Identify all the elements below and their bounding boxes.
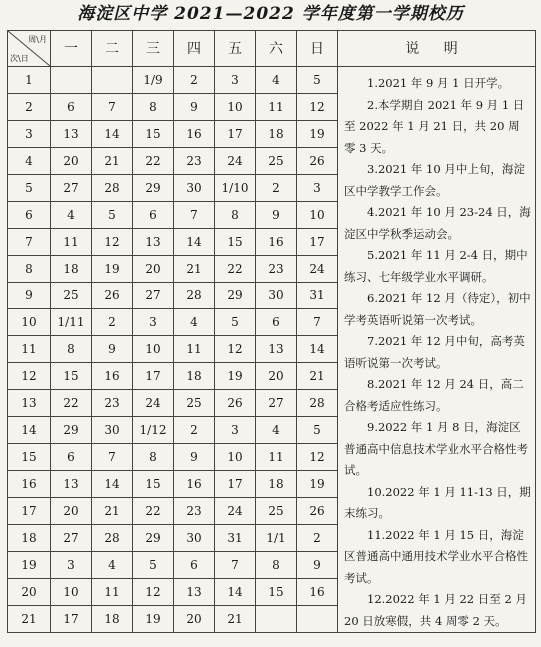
day-cell: 26 <box>92 282 133 309</box>
day-cell: 2 <box>174 417 215 444</box>
day-cell: 22 <box>215 255 256 282</box>
day-cell: 7 <box>297 309 338 336</box>
day-cell: 8 <box>215 201 256 228</box>
day-cell <box>297 605 338 632</box>
day-cell: 9 <box>174 444 215 471</box>
note-item: 1.2021 年 9 月 1 日开学。 <box>367 76 510 90</box>
day-cell: 23 <box>174 147 215 174</box>
note-item: 7.2021 年 12 月中旬，高考英语听说第一次考试。 <box>344 334 525 370</box>
corner-top-label: 周\月 <box>28 35 47 44</box>
day-cell: 30 <box>174 174 215 201</box>
day-cell: 11 <box>51 228 92 255</box>
day-cell: 13 <box>133 228 174 255</box>
day-cell: 16 <box>297 578 338 605</box>
day-cell: 27 <box>256 390 297 417</box>
day-cell: 18 <box>51 255 92 282</box>
day-cell: 27 <box>133 282 174 309</box>
day-cell: 1/12 <box>133 417 174 444</box>
day-cell: 1/10 <box>215 174 256 201</box>
weekday-header: 三 <box>133 31 174 67</box>
calendar-body <box>8 67 536 633</box>
day-cell: 16 <box>174 471 215 498</box>
notes-header: 说 明 <box>338 31 536 67</box>
day-cell: 15 <box>133 120 174 147</box>
day-cell: 20 <box>133 255 174 282</box>
day-cell: 3 <box>215 67 256 94</box>
week-number-cell: 11 <box>8 336 51 363</box>
day-cell: 14 <box>174 228 215 255</box>
day-cell: 2 <box>297 524 338 551</box>
day-cell: 31 <box>215 524 256 551</box>
day-cell: 6 <box>51 444 92 471</box>
day-cell: 1/1 <box>256 524 297 551</box>
day-cell: 12 <box>297 93 338 120</box>
day-cell: 28 <box>92 524 133 551</box>
day-cell: 23 <box>92 390 133 417</box>
week-number-cell: 14 <box>8 417 51 444</box>
weekday-header: 二 <box>92 31 133 67</box>
week-number-cell: 18 <box>8 524 51 551</box>
week-number-cell: 13 <box>8 390 51 417</box>
week-row <box>8 67 536 94</box>
day-cell: 18 <box>174 363 215 390</box>
day-cell: 11 <box>256 444 297 471</box>
week-number-cell: 4 <box>8 147 51 174</box>
day-cell <box>92 67 133 94</box>
day-cell: 14 <box>215 578 256 605</box>
day-cell: 15 <box>256 578 297 605</box>
day-cell: 19 <box>92 255 133 282</box>
day-cell: 1/9 <box>133 67 174 94</box>
corner-bottom-label: 次\日 <box>10 54 29 63</box>
day-cell: 1/11 <box>51 309 92 336</box>
day-cell: 30 <box>256 282 297 309</box>
day-cell: 13 <box>256 336 297 363</box>
day-cell: 12 <box>297 444 338 471</box>
day-cell: 10 <box>51 578 92 605</box>
week-number-cell: 8 <box>8 255 51 282</box>
day-cell: 3 <box>133 309 174 336</box>
day-cell: 24 <box>297 255 338 282</box>
week-number-cell: 17 <box>8 498 51 525</box>
day-cell: 30 <box>92 417 133 444</box>
day-cell <box>51 67 92 94</box>
day-cell: 12 <box>92 228 133 255</box>
day-cell: 17 <box>215 471 256 498</box>
day-cell: 7 <box>174 201 215 228</box>
note-item: 2.本学期自 2021 年 9 月 1 日至 2022 年 1 月 21 日，共 20 周零 3 天。 <box>344 97 525 155</box>
day-cell: 8 <box>133 93 174 120</box>
day-cell: 8 <box>256 551 297 578</box>
day-cell: 26 <box>215 390 256 417</box>
day-cell: 3 <box>215 417 256 444</box>
day-cell: 2 <box>174 67 215 94</box>
day-cell: 9 <box>92 336 133 363</box>
day-cell: 28 <box>174 282 215 309</box>
day-cell: 4 <box>92 551 133 578</box>
day-cell: 8 <box>133 444 174 471</box>
day-cell: 20 <box>174 605 215 632</box>
day-cell: 16 <box>256 228 297 255</box>
week-number-cell: 21 <box>8 605 51 632</box>
day-cell: 4 <box>51 201 92 228</box>
header-row <box>8 31 536 67</box>
day-cell: 21 <box>174 255 215 282</box>
day-cell: 29 <box>133 524 174 551</box>
notes-cell <box>338 67 536 633</box>
day-cell: 17 <box>297 228 338 255</box>
day-cell: 25 <box>256 147 297 174</box>
day-cell: 13 <box>51 120 92 147</box>
day-cell: 23 <box>256 255 297 282</box>
day-cell: 29 <box>51 417 92 444</box>
week-number-cell: 15 <box>8 444 51 471</box>
day-cell: 14 <box>92 120 133 147</box>
week-number-cell: 16 <box>8 471 51 498</box>
weekday-header: 六 <box>256 31 297 67</box>
note-item: 5.2021 年 11 月 2-4 日，期中练习、七年级学业水平调研。 <box>344 248 528 284</box>
day-cell: 25 <box>174 390 215 417</box>
day-cell: 14 <box>92 471 133 498</box>
day-cell: 6 <box>174 551 215 578</box>
day-cell: 6 <box>51 93 92 120</box>
day-cell: 30 <box>174 524 215 551</box>
day-cell: 20 <box>51 147 92 174</box>
day-cell: 19 <box>133 605 174 632</box>
day-cell: 17 <box>133 363 174 390</box>
day-cell: 2 <box>92 309 133 336</box>
day-cell: 23 <box>174 498 215 525</box>
week-number-cell: 1 <box>8 67 51 94</box>
day-cell: 27 <box>51 174 92 201</box>
day-cell: 7 <box>92 93 133 120</box>
day-cell: 3 <box>51 551 92 578</box>
day-cell: 12 <box>133 578 174 605</box>
note-item: 11.2022 年 1 月 15 日，海淀区普通高中通用技术学业水平合格性考试。 <box>344 527 528 585</box>
note-item: 4.2021 年 10 月 23-24 日，海淀区中学秋季运动会。 <box>344 205 531 241</box>
day-cell: 5 <box>92 201 133 228</box>
day-cell: 21 <box>215 605 256 632</box>
day-cell: 24 <box>215 498 256 525</box>
week-number-cell: 5 <box>8 174 51 201</box>
day-cell: 7 <box>215 551 256 578</box>
day-cell: 15 <box>133 471 174 498</box>
day-cell: 8 <box>51 336 92 363</box>
day-cell: 13 <box>51 471 92 498</box>
day-cell: 18 <box>256 471 297 498</box>
day-cell: 25 <box>256 498 297 525</box>
day-cell: 22 <box>133 498 174 525</box>
day-cell: 20 <box>256 363 297 390</box>
week-number-cell: 20 <box>8 578 51 605</box>
note-item: 3.2021 年 10 月中上旬，海淀区中学教学工作会。 <box>344 162 525 198</box>
day-cell: 24 <box>133 390 174 417</box>
day-cell: 5 <box>297 417 338 444</box>
day-cell: 14 <box>297 336 338 363</box>
day-cell: 25 <box>51 282 92 309</box>
weekday-header: 四 <box>174 31 215 67</box>
day-cell: 4 <box>174 309 215 336</box>
week-number-cell: 3 <box>8 120 51 147</box>
day-cell: 9 <box>174 93 215 120</box>
week-number-cell: 2 <box>8 93 51 120</box>
day-cell: 6 <box>133 201 174 228</box>
day-cell: 19 <box>297 120 338 147</box>
day-cell: 4 <box>256 67 297 94</box>
day-cell: 28 <box>297 390 338 417</box>
day-cell <box>256 605 297 632</box>
day-cell: 31 <box>297 282 338 309</box>
note-item: 8.2021 年 12 月 24 日，高二合格考适应性练习。 <box>344 377 524 413</box>
day-cell: 21 <box>92 498 133 525</box>
weekday-header: 日 <box>297 31 338 67</box>
day-cell: 28 <box>92 174 133 201</box>
week-number-cell: 19 <box>8 551 51 578</box>
day-cell: 5 <box>133 551 174 578</box>
day-cell: 6 <box>256 309 297 336</box>
day-cell: 18 <box>256 120 297 147</box>
day-cell: 3 <box>297 174 338 201</box>
day-cell: 9 <box>256 201 297 228</box>
weekday-header: 五 <box>215 31 256 67</box>
day-cell: 17 <box>215 120 256 147</box>
day-cell: 10 <box>215 93 256 120</box>
day-cell: 5 <box>215 309 256 336</box>
day-cell: 11 <box>256 93 297 120</box>
week-number-cell: 7 <box>8 228 51 255</box>
day-cell: 11 <box>174 336 215 363</box>
week-number-cell: 6 <box>8 201 51 228</box>
note-item: 6.2021 年 12 月（待定），初中学考英语听说第一次考试。 <box>344 291 531 327</box>
week-number-cell: 9 <box>8 282 51 309</box>
day-cell: 15 <box>215 228 256 255</box>
day-cell: 11 <box>92 578 133 605</box>
note-item: 10.2022 年 1 月 11-13 日，期末练习。 <box>344 484 531 520</box>
day-cell: 5 <box>297 67 338 94</box>
weekday-header: 一 <box>51 31 92 67</box>
day-cell: 21 <box>92 147 133 174</box>
day-cell: 21 <box>297 363 338 390</box>
day-cell: 16 <box>174 120 215 147</box>
day-cell: 13 <box>174 578 215 605</box>
page-title: 海淀区中学 2021—2022 学年度第一学期校历 <box>77 4 464 24</box>
day-cell: 10 <box>215 444 256 471</box>
day-cell: 4 <box>256 417 297 444</box>
day-cell: 9 <box>297 551 338 578</box>
day-cell: 24 <box>215 147 256 174</box>
day-cell: 10 <box>297 201 338 228</box>
day-cell: 16 <box>92 363 133 390</box>
day-cell: 22 <box>51 390 92 417</box>
day-cell: 15 <box>51 363 92 390</box>
note-item: 9.2022 年 1 月 8 日，海淀区普通高中信息技术学业水平合格性考试。 <box>344 420 528 477</box>
day-cell: 17 <box>51 605 92 632</box>
day-cell: 29 <box>133 174 174 201</box>
day-cell: 10 <box>133 336 174 363</box>
day-cell: 29 <box>215 282 256 309</box>
day-cell: 20 <box>51 498 92 525</box>
day-cell: 27 <box>51 524 92 551</box>
day-cell: 7 <box>92 444 133 471</box>
day-cell: 26 <box>297 147 338 174</box>
week-number-cell: 12 <box>8 363 51 390</box>
note-item: 12.2022 年 1 月 22 日至 2 月 20 日放寒假，共 4 周零 2 天。 <box>344 592 527 628</box>
day-cell: 26 <box>297 498 338 525</box>
day-cell: 19 <box>297 471 338 498</box>
day-cell: 18 <box>92 605 133 632</box>
week-number-cell: 10 <box>8 309 51 336</box>
day-cell: 22 <box>133 147 174 174</box>
day-cell: 19 <box>215 363 256 390</box>
day-cell: 12 <box>215 336 256 363</box>
calendar-table <box>7 30 536 633</box>
corner-header-cell <box>8 31 51 67</box>
day-cell: 2 <box>256 174 297 201</box>
